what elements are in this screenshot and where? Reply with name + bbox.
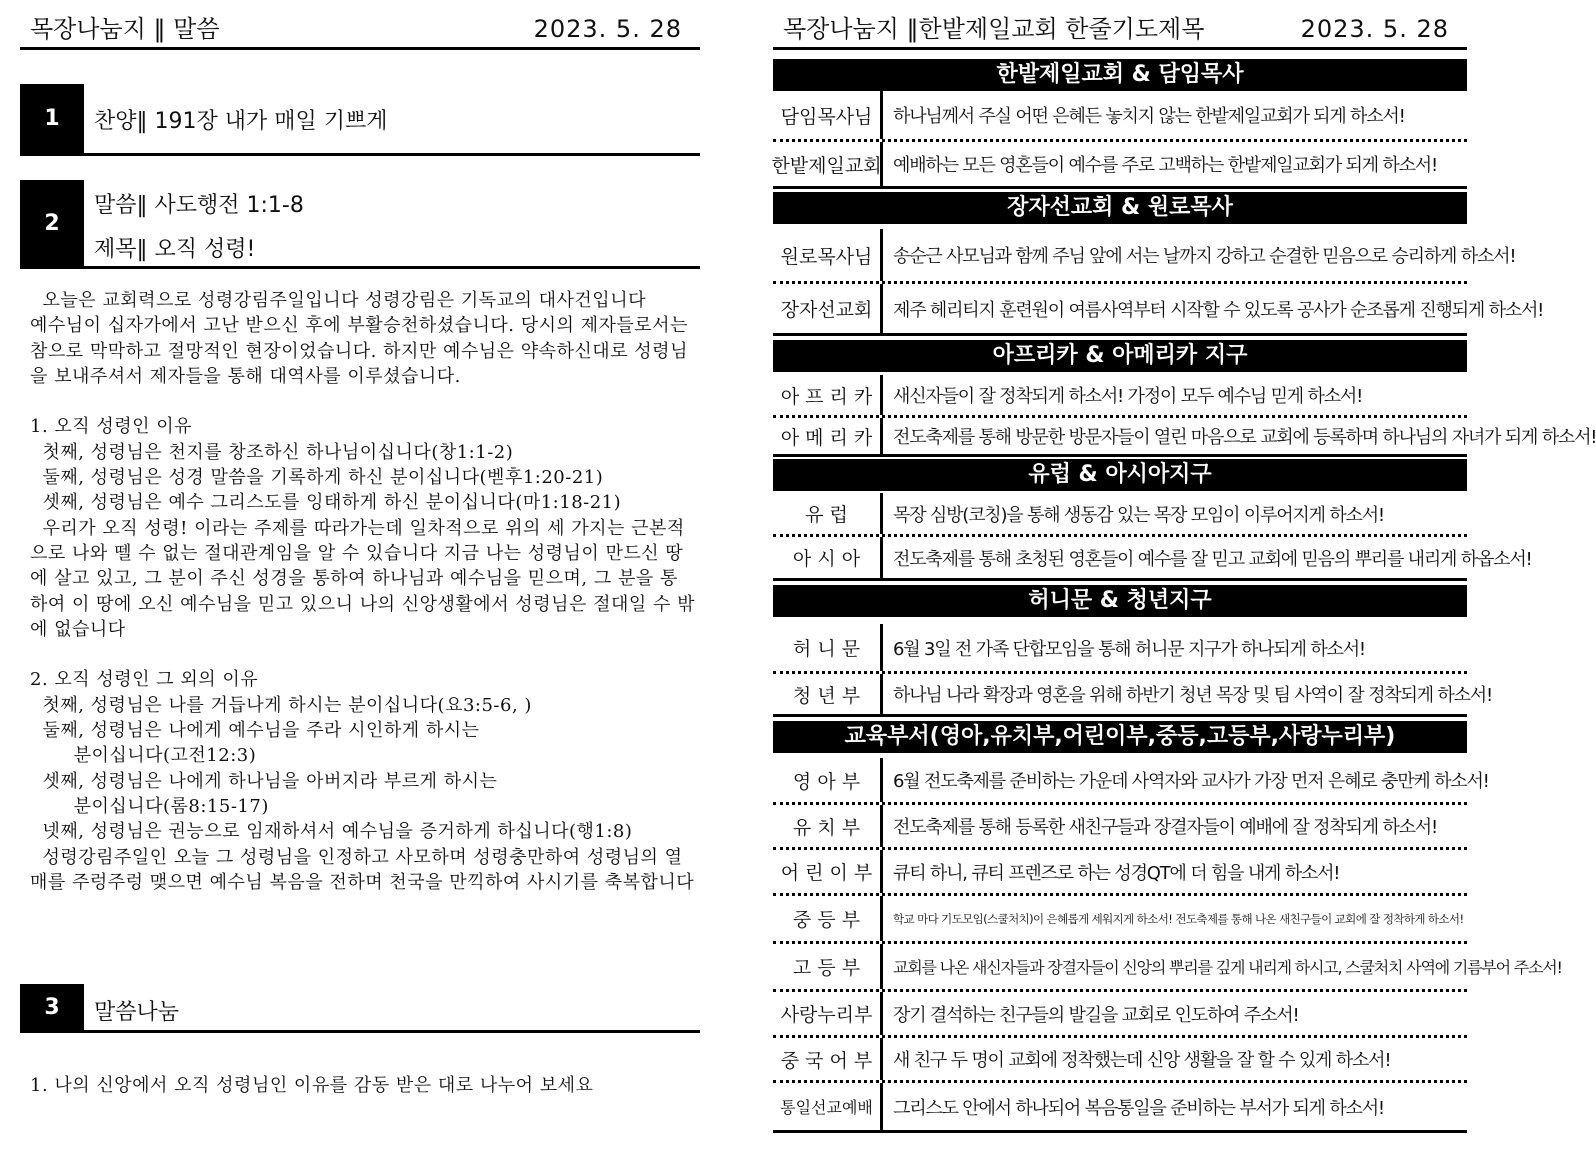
prayer-page [771,0,1596,1150]
section-hymn [20,84,700,156]
prayer-row [773,758,1489,805]
prayer-row [773,624,1467,674]
group-banner: 한밭제일교회 & 담임목사 [773,59,1467,91]
prayer-label: 아 메 리 카 [773,418,883,454]
prayer-label: 어 린 이 부 [773,850,883,893]
prayer-label: 중 등 부 [773,896,883,941]
prayer-text: 전도축제를 통해 등록한 새친구들과 장결자들이 예배에 잘 정착되게 하소서! [893,817,1438,838]
prayer-label: 유 럽 [773,493,883,534]
prayer-text: 새신자들이 잘 정착되게 하소서! 가정이 모두 예수님 믿게 하소서! [893,386,1363,407]
prayer-label: 담임목사님 [773,91,883,139]
page-header [20,12,700,50]
prayer-text: 그리스도 안에서 하나되어 복음통일을 준비하는 부서가 되게 하소서! [893,1097,1384,1119]
group-banner: 유럽 & 아시아지구 [773,459,1467,491]
sermon-page [20,0,700,1150]
prayer-text: 6월 3일 전 가족 단합모임을 통해 허니문 지구가 하나되게 하소서! [893,638,1365,660]
header-title: 목장나눔지 ‖ 말씀 [30,15,220,43]
prayer-label: 한밭제일교회 [773,142,883,186]
prayer-text: 예배하는 모든 영혼들이 예수를 주로 고백하는 한밭제일교회가 되게 하소서! [893,155,1438,176]
prayer-label: 아 시 아 [773,537,883,578]
prayer-label: 장자선교회 [773,284,883,333]
prayer-label: 원로목사님 [773,229,883,281]
section-scripture [20,180,700,269]
prayer-label: 허 니 문 [773,624,883,671]
page-header [773,12,1467,50]
prayer-text: 제주 헤리티지 훈련원이 여름사역부터 시작할 수 있도록 공사가 순조롭게 진행되게 하소서! [893,299,1544,321]
prayer-row [773,944,1562,992]
prayer-row [773,537,1532,581]
header-date: 2023. 5. 28 [533,15,682,43]
prayer-label: 아 프 리 카 [773,375,883,415]
prayer-label: 사랑누리부 [773,992,883,1035]
prayer-row [773,1083,1467,1133]
section-number: 3 [20,984,84,1030]
group-banner: 허니문 & 청년지구 [773,585,1467,617]
group-banner: 장자선교회 & 원로목사 [773,192,1467,224]
prayer-row [773,418,1596,457]
group-banner: 교육부서(영아,유치부,어린이부,중등,고등부,사랑누리부) [773,721,1467,753]
prayer-label: 유 치 부 [773,805,883,847]
prayer-text: 전도축제를 통해 초청된 영혼들이 예수를 잘 믿고 교회에 믿음의 뿌리를 내리게 하옵소서! [893,548,1532,570]
prayer-label: 청 년 부 [773,674,883,714]
discussion-question: 1. 나의 신앙에서 오직 성령님인 이유를 감동 받은 대로 나누어 보세요 [30,1075,594,1096]
prayer-text: 장기 결석하는 친구들의 발길을 교회로 인도하여 주소서! [893,1004,1299,1026]
prayer-row [773,229,1516,284]
prayer-row [773,805,1467,850]
section-number: 1 [20,84,84,153]
prayer-row [773,493,1467,537]
prayer-row [773,992,1467,1038]
prayer-label: 중 국 어 부 [773,1038,883,1080]
prayer-row [773,1038,1467,1083]
header-title: 목장나눔지 ‖한밭제일교회 한줄기도제목 [783,15,1205,43]
prayer-row [773,284,1544,336]
prayer-text: 학교 마다 기도모임(스쿨처치)이 은혜롭게 세워지게 하소서! 전도축제를 통해 나온 새친구들이 교회에 잘 정착하게 하소서! [893,911,1464,926]
prayer-text: 6월 전도축제를 준비하는 가운데 사역자와 교사가 가장 먼저 은혜로 충만케 하소서! [893,771,1489,792]
sermon-body: 오늘은 교회력으로 성령강림주일입니다 성령강림은 기독교의 대사건입니다 예수님이 십자가에서 고난 받으신 후에 부활승천하셨습니다. 당시의 제자들로서는 참으로 막막하고 절망적인 현장이었습니다. 하지만 예수님은 약속하신대로 성령님을 보내주셔서 제자들을 통해 대역사를 이루셨습니다. 1. 오직 성령인 이유 첫째, 성령님은 천지를 창조하신 하나님이십니다(창1:1-2) 둘째, 성령님은 성경 말씀을 기록하게 하신 분이십니다(벧후1:20-21) 셋째, 성령님은 예수 그리스도를 잉태하게 하신 분이십니다(마1:18-21) 우리가 오직 성령! 이라는 주제를 따라가는데 일차적으로 위의 세 가지는 근본적으로 나와 뗄 수 없는 절대관계임을 알 수 있습니다 지금 나는 성령님이 만드신 땅에 살고 있고, 그 분이 주신 성경을 통하여 하나님과 예수님을 믿으며, 그 분을 통하여 이 땅에 오신 예수님을 믿고 있으니 나의 신앙생활에서 성령님은 절대일 수 밖에 없습니다 2. 오직 성령인 그 외의 이유 첫째, 성령님은 나를 거듭나게 하시는 분이십니다(요3:5-6, ) 둘째, 성령님은 나에게 예수님을 주라 시인하게 하시는 분이십니다(고전12:3) 셋째, 성령님은 나에게 하나님을 아버지라 부르게 하시는 분이십니다(롬8:15-17) 넷째, 성령님은 권능으로 임재하셔서 예수님을 증거하게 하십니다(행1:8) 성령강림주일인 오늘 그 성령님을 인정하고 사모하며 성령충만하여 성령님의 열매를 주렁주렁 맺으면 예수님 복음을 전하며 천국을 만끽하여 사시기를 축복합니다 [30,290,695,893]
prayer-label: 고 등 부 [773,944,883,989]
prayer-text: 하나님 나라 확장과 영혼을 위해 하반기 청년 목장 및 팀 사역이 잘 정착되게 하소서! [893,685,1492,706]
prayer-text: 새 친구 두 명이 교회에 정착했는데 신앙 생활을 잘 할 수 있게 하소서! [893,1050,1391,1071]
scripture-reference: 말씀‖ 사도행전 1:1-8 [94,193,304,218]
discussion-title: 말씀나눔 [94,1000,180,1025]
prayer-text: 전도축제를 통해 방문한 방문자들이 열린 마음으로 교회에 등록하며 하나님의 자녀가 되게 하소서! [893,427,1596,448]
header-date: 2023. 5. 28 [1300,15,1449,43]
prayer-text: 큐티 하니, 큐티 프렌즈로 하는 성경QT에 더 힘을 내게 하소서! [893,862,1340,884]
prayer-row [773,142,1467,189]
prayer-text: 송순근 사모님과 함께 주님 앞에 서는 날까지 강하고 순결한 믿음으로 승리하게 하소서! [893,246,1516,267]
section-discussion [20,984,700,1033]
prayer-text: 하나님께서 주실 어떤 은혜든 놓치지 않는 한밭제일교회가 되게 하소서! [893,106,1405,127]
prayer-row [773,375,1467,418]
prayer-label: 통일선교예배 [773,1083,883,1130]
prayer-label: 영 아 부 [773,758,883,802]
prayer-row [773,674,1492,717]
prayer-row [773,850,1467,896]
hymn-title: 찬양‖ 191장 내가 매일 기쁘게 [94,109,388,134]
group-banner: 아프리카 & 아메리카 지구 [773,340,1467,372]
sermon-title: 제목‖ 오직 성령! [94,237,256,262]
prayer-text: 교회를 나온 새신자들과 장결자들이 신앙의 뿌리를 깊게 내리게 하시고, 스쿨처치 사역에 기름부어 주소서! [893,958,1562,977]
prayer-row [773,91,1467,142]
prayer-row [773,896,1467,944]
prayer-text: 목장 심방(코칭)을 통해 생동감 있는 목장 모임이 이루어지게 하소서! [893,504,1384,526]
section-number: 2 [20,180,84,266]
